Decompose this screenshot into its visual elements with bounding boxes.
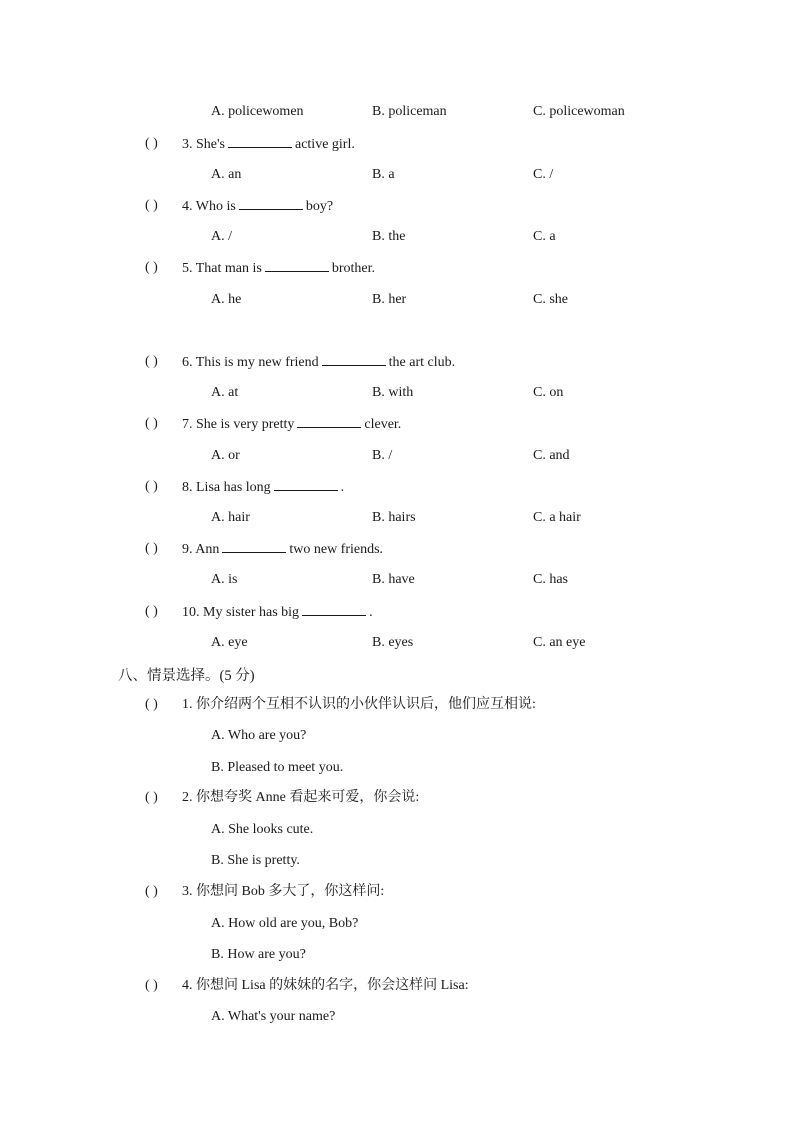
question-stem: Ann <box>195 542 220 557</box>
option-b: B. eyes <box>372 635 414 650</box>
option-a: A. an <box>211 167 242 182</box>
option-c: C. a hair <box>533 510 581 525</box>
question-text <box>182 603 373 622</box>
option-a: A. he <box>211 292 242 307</box>
question-stem: Lisa has long <box>196 480 271 495</box>
answer-blank[interactable] <box>322 353 386 366</box>
option-c: C. a <box>533 229 556 244</box>
option-c: C. and <box>533 448 570 463</box>
question-text <box>182 478 344 497</box>
question-text: 3. 你想问 Bob 多大了，你这样问: <box>182 884 385 899</box>
option-a: A. Who are you? <box>211 728 307 743</box>
question-stem-end: the art club. <box>388 355 456 370</box>
option-b: B. her <box>372 292 407 307</box>
answer-blank[interactable] <box>274 478 338 491</box>
option-b: B. the <box>372 229 406 244</box>
answer-blank[interactable] <box>297 415 361 428</box>
question-text <box>182 540 383 559</box>
answer-parenthesis[interactable]: ( ) <box>145 479 158 494</box>
answer-parenthesis[interactable]: ( ) <box>145 541 158 556</box>
option-b: B. a <box>372 167 395 182</box>
question-number: 6. <box>182 355 193 370</box>
question-number: 10. <box>182 605 200 620</box>
section-title: 八、情景选择。(5 分) <box>118 668 255 684</box>
option-a: A. She looks cute. <box>211 822 314 837</box>
question-text: 2. 你想夸奖 Anne 看起来可爱，你会说: <box>182 790 420 805</box>
question-stem: This is my new friend <box>195 355 319 370</box>
option-a: A. policewomen <box>211 104 304 119</box>
question-number: 4. <box>182 199 193 214</box>
answer-parenthesis[interactable]: ( ) <box>145 604 158 619</box>
option-b: B. How are you? <box>211 947 306 962</box>
answer-parenthesis[interactable]: ( ) <box>145 697 158 712</box>
question-stem-end: active girl. <box>294 137 355 152</box>
option-a: A. / <box>211 229 232 244</box>
question-number: 3. <box>182 137 193 152</box>
answer-parenthesis[interactable]: ( ) <box>145 260 158 275</box>
question-text <box>182 415 401 434</box>
option-a: A. How old are you, Bob? <box>211 916 359 931</box>
option-b: B. have <box>372 572 415 587</box>
option-a: A. What's your name? <box>211 1009 336 1024</box>
question-text <box>182 135 355 154</box>
question-number: 7. <box>182 417 193 432</box>
option-b: B. She is pretty. <box>211 853 300 868</box>
option-b: B. hairs <box>372 510 416 525</box>
question-text <box>182 259 375 278</box>
option-c: C. on <box>533 385 564 400</box>
answer-parenthesis[interactable]: ( ) <box>145 978 158 993</box>
answer-parenthesis[interactable]: ( ) <box>145 884 158 899</box>
question-stem: That man is <box>195 261 262 276</box>
option-a: A. is <box>211 572 238 587</box>
option-a: A. or <box>211 448 240 463</box>
option-b: B. / <box>372 448 393 463</box>
answer-blank[interactable] <box>222 540 286 553</box>
question-stem-end: two new friends. <box>289 542 384 557</box>
option-c: C. policewoman <box>533 104 625 119</box>
question-stem: She is very pretty <box>196 417 295 432</box>
option-c: C. she <box>533 292 568 307</box>
question-text: 1. 你介绍两个互相不认识的小伙伴认识后，他们应互相说: <box>182 697 536 712</box>
option-c: C. an eye <box>533 635 586 650</box>
question-number: 8. <box>182 480 193 495</box>
option-a: A. eye <box>211 635 248 650</box>
option-a: A. hair <box>211 510 250 525</box>
option-c: C. has <box>533 572 568 587</box>
question-stem: She's <box>196 137 225 152</box>
answer-parenthesis[interactable]: ( ) <box>145 354 158 369</box>
answer-parenthesis[interactable]: ( ) <box>145 790 158 805</box>
answer-blank[interactable] <box>239 197 303 210</box>
question-stem: Who is <box>195 199 236 214</box>
question-stem-end: boy? <box>305 199 334 214</box>
answer-parenthesis[interactable]: ( ) <box>145 416 158 431</box>
answer-parenthesis[interactable]: ( ) <box>145 136 158 151</box>
question-stem-end: brother. <box>331 261 376 276</box>
question-stem-end: . <box>340 480 345 495</box>
question-stem-end: clever. <box>364 417 402 432</box>
answer-blank[interactable] <box>265 259 329 272</box>
question-stem-end: . <box>369 605 373 620</box>
question-number: 9. <box>182 542 193 557</box>
question-stem: My sister has big <box>203 605 300 620</box>
answer-parenthesis[interactable]: ( ) <box>145 198 158 213</box>
option-a: A. at <box>211 385 239 400</box>
option-b: B. policeman <box>372 104 447 119</box>
option-b: B. with <box>372 385 414 400</box>
question-text <box>182 197 333 216</box>
question-number: 5. <box>182 261 193 276</box>
answer-blank[interactable] <box>302 603 366 616</box>
question-text <box>182 353 455 372</box>
option-c: C. / <box>533 167 554 182</box>
answer-blank[interactable] <box>228 135 292 148</box>
option-b: B. Pleased to meet you. <box>211 760 344 775</box>
question-text: 4. 你想问 Lisa 的妹妹的名字，你会这样问 Lisa: <box>182 978 469 993</box>
